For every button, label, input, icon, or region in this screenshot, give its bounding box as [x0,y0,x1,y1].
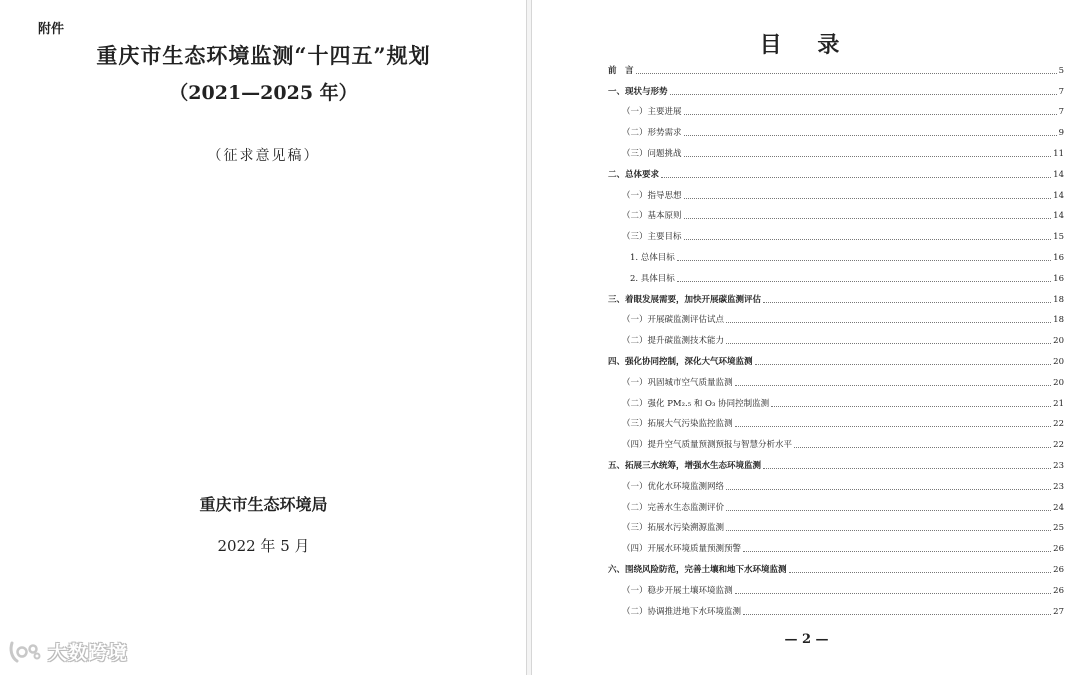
toc-entry-title: 二、总体要求 [608,169,660,180]
toc-entry[interactable] [608,367,1064,388]
toc-entry-page: 20 [1053,377,1064,388]
toc-entry-page: 27 [1053,606,1064,617]
toc-entry[interactable] [608,492,1064,513]
toc-dot-leader [677,280,1051,282]
toc-entry-page: 23 [1053,481,1064,492]
toc-entry[interactable] [608,513,1064,534]
toc-dot-leader [684,155,1052,157]
toc-dot-leader [670,93,1057,95]
toc-entry-page: 14 [1053,190,1064,201]
toc-entry[interactable] [608,117,1064,138]
toc-dot-leader [684,197,1052,199]
attachment-label: 附件 [38,22,65,37]
toc-entry-title: 六、围绕风险防范，完善土壤和地下水环境监测 [608,564,787,575]
toc-entry-page: 18 [1053,294,1064,305]
document-years: （2021—2025 年） [169,82,358,104]
toc-entry-title: （二）基本原则 [622,211,682,222]
toc-entry-page: 26 [1053,544,1064,555]
toc-dot-leader [684,217,1052,219]
toc-entry-page: 5 [1058,65,1064,76]
toc-dot-leader [684,238,1052,240]
toc-dot-leader [735,384,1052,386]
toc-entry-title: 2. 具体目标 [630,273,675,284]
toc-entry-page: 7 [1058,86,1064,97]
toc-entry-page: 14 [1053,169,1064,180]
toc-dot-leader [726,321,1051,323]
toc-dot-leader [763,467,1051,469]
toc-entry[interactable] [608,450,1064,471]
toc-entry[interactable] [608,554,1064,575]
toc-entry[interactable] [608,409,1064,430]
toc-dot-leader [684,113,1057,115]
toc-dot-leader [677,259,1051,261]
draft-note: （征求意见稿） [207,148,320,164]
toc-entry-page: 20 [1053,356,1064,367]
toc-entry[interactable] [608,533,1064,554]
toc-entry-title: （三）问题挑战 [622,148,682,159]
toc-entry-title: （三）主要目标 [622,232,682,243]
toc-entry[interactable] [608,263,1064,284]
toc-entry-title: （三）拓展大气污染监控监测 [622,419,733,430]
toc-entry-title: （二）协调推进地下水环境监测 [622,606,742,617]
toc-entry-title: （三）拓展水污染溯源监测 [622,523,725,534]
watermark-text: 大数跨境 [48,642,129,664]
toc-entry-title: 1. 总体目标 [630,252,675,263]
toc-dot-leader [735,592,1052,594]
toc-dot-leader [735,425,1052,427]
toc-dot-leader [661,176,1051,178]
document-title: 重庆市生态环境监测“十四五”规划 [96,43,431,68]
toc-entry[interactable] [608,180,1064,201]
toc-entry-title: （二）提升碳监测技术能力 [622,336,725,347]
toc-entry[interactable] [608,388,1064,409]
toc-entry[interactable] [608,55,1064,76]
toc-dot-leader [771,405,1051,407]
toc-entry[interactable] [608,471,1064,492]
toc-entry-page: 26 [1053,585,1064,596]
toc-entry-page: 20 [1053,336,1064,347]
toc-dot-leader [726,342,1051,344]
toc-list [608,55,1064,617]
toc-entry-title: 前 言 [608,65,634,76]
toc-entry-page: 14 [1053,211,1064,222]
toc-entry[interactable] [608,346,1064,367]
toc-entry-title: （四）提升空气质量预测预报与智慧分析水平 [622,440,793,451]
toc-entry-title: （一）指导思想 [622,190,682,201]
toc-dot-leader [636,72,1057,74]
toc-entry[interactable] [608,284,1064,305]
toc-entry[interactable] [608,138,1064,159]
toc-entry-page: 16 [1053,273,1064,284]
toc-entry[interactable] [608,596,1064,617]
toc-entry[interactable] [608,575,1064,596]
toc-entry-title: （二）完善水生态监测评价 [622,502,725,513]
toc-entry-title: （一）优化水环境监测网络 [622,481,725,492]
toc-dot-leader [743,613,1051,615]
toc-heading: 目 录 [759,33,854,58]
watermark-logo-icon [8,639,42,665]
toc-entry[interactable] [608,97,1064,118]
toc-entry[interactable] [608,429,1064,450]
toc-entry[interactable] [608,305,1064,326]
toc-entry[interactable] [608,201,1064,222]
cover-page [0,0,527,675]
issue-date: 2022 年 5 月 [217,537,310,555]
toc-entry-page: 22 [1053,419,1064,430]
page-number: — 2 — [784,632,829,647]
toc-dot-leader [684,134,1057,136]
toc-entry[interactable] [608,242,1064,263]
toc-dot-leader [755,363,1052,365]
toc-entry-page: 16 [1053,252,1064,263]
toc-page [531,0,1080,675]
toc-entry-page: 21 [1053,398,1064,409]
toc-entry-page: 26 [1053,564,1064,575]
toc-entry[interactable] [608,221,1064,242]
toc-entry-title: 五、拓展三水统筹，增强水生态环境监测 [608,460,762,471]
toc-entry-page: 15 [1053,232,1064,243]
toc-entry-title: 三、着眼发展需要，加快开展碳监测评估 [608,294,762,305]
toc-entry-page: 18 [1053,315,1064,326]
toc-entry-title: （二）形势需求 [622,128,682,139]
toc-dot-leader [743,550,1051,552]
toc-entry-title: （一）巩固城市空气质量监测 [622,377,733,388]
toc-dot-leader [794,446,1051,448]
toc-entry-title: （一）主要进展 [622,107,682,118]
toc-entry-title: 一、现状与形势 [608,86,668,97]
toc-entry-page: 11 [1053,148,1064,159]
toc-entry-title: 四、强化协同控制，深化大气环境监测 [608,356,753,367]
toc-entry-title: （二）强化 PM₂.₅ 和 O₃ 协同控制监测 [622,398,770,409]
toc-entry[interactable] [608,159,1064,180]
toc-entry-page: 23 [1053,460,1064,471]
toc-entry-page: 24 [1053,502,1064,513]
toc-entry-title: （四）开展水环境质量预测预警 [622,544,742,555]
toc-entry-title: （一）开展碳监测评估试点 [622,315,725,326]
toc-dot-leader [726,529,1051,531]
toc-entry-page: 7 [1058,107,1064,118]
toc-entry-page: 22 [1053,440,1064,451]
toc-dot-leader [763,301,1051,303]
toc-dot-leader [726,488,1051,490]
issuing-agency: 重庆市生态环境局 [199,495,328,514]
toc-entry[interactable] [608,76,1064,97]
toc-dot-leader [789,571,1052,573]
toc-entry-page: 25 [1053,523,1064,534]
toc-entry-title: （一）稳步开展土壤环境监测 [622,585,733,596]
watermark [8,638,128,665]
toc-entry-page: 9 [1058,128,1064,139]
toc-dot-leader [726,509,1051,511]
toc-entry[interactable] [608,325,1064,346]
